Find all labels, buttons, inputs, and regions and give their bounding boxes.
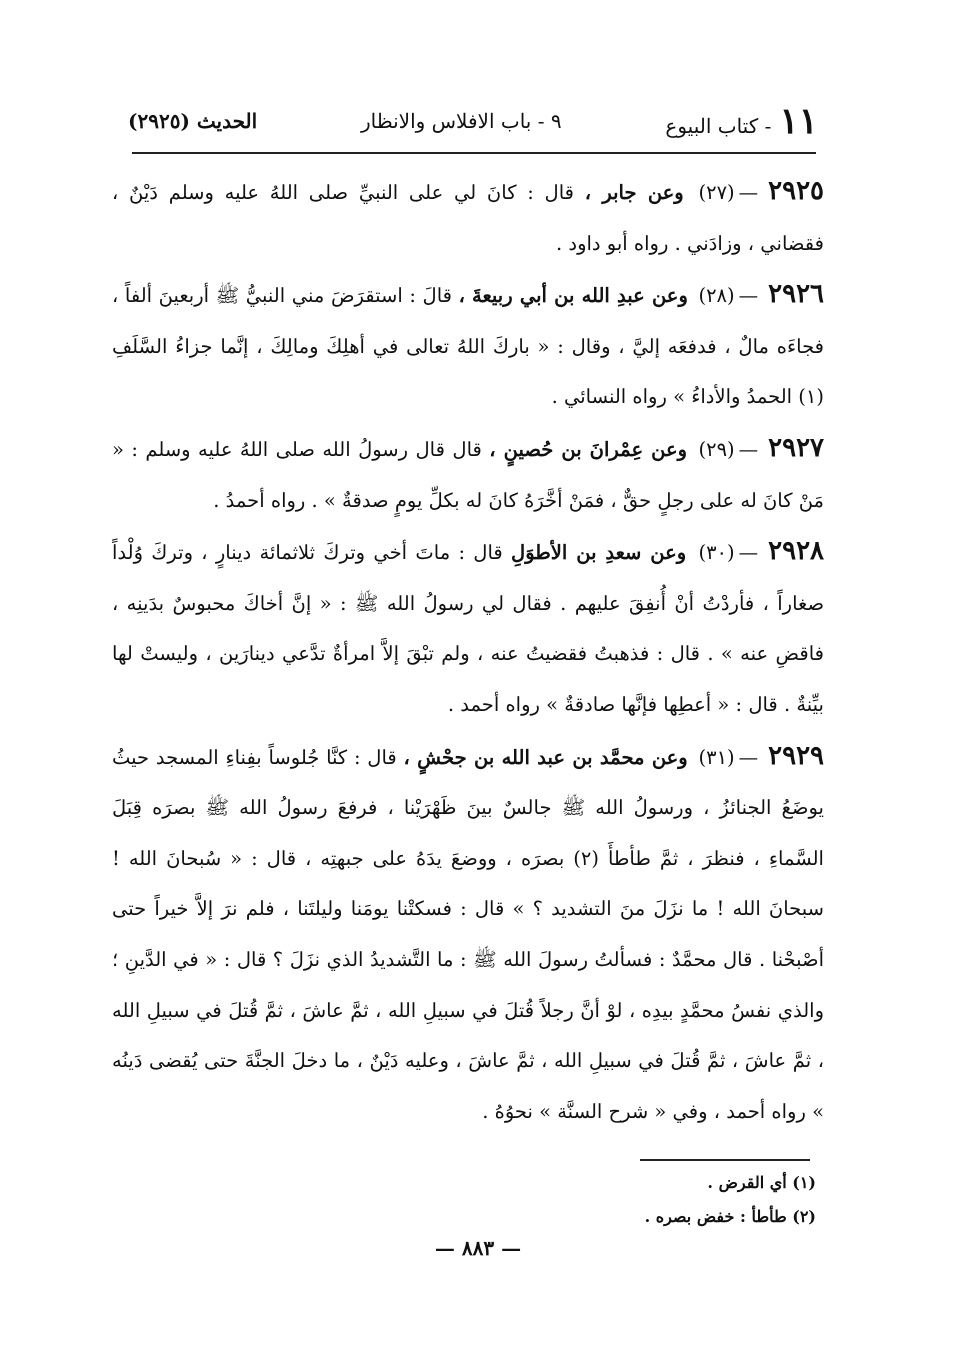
footnote-2: (٢) طأطأ : خفض بصره . (644, 1207, 816, 1226)
hadith-entry: ٢٩٢٥—(٢٧) وعن جابر ، قال : كانَ لي على النبيِّ صلى اللهُ عليه وسلم دَيْنٌ ، فقضاني ، وزادَني . رواه أبو داود . (112, 176, 825, 255)
hadith-sequence: (٢٨) (698, 284, 735, 308)
hadith-text-body (112, 166, 824, 1137)
hadith-sequence: (٣١) (698, 745, 735, 769)
hadith-entry: ٢٩٢٨—(٣٠) وعن سعدِ بن الأطوَلِ قال : ماتَ أخي وتركَ ثلاثمائة دينارٍ ، وتركَ وُلْداً صغاراً ، فأردْتُ أنْ أُنفِقَ عليهم . فقال لي رسولُ الله ﷺ : « إنَّ أخاكَ محبوسٌ بدَينِه ، فاقضِ عنه » . قال : فذهبتُ فقضيتُ عنه ، ولم تبْقَ إلاَّ امرأةٌ تدَّعي دينارَين ، وليستْ لها بيِّنةٌ . قال : « أعطِها فإنَّها صادقةٌ » رواه أحمد . (112, 536, 824, 716)
hadith-entry: ٢٩٢٧—(٢٩) وعن عِمْرانَ بن حُصينٍ ، قال قال رسولُ الله صلى اللهُ عليه وسلم : « مَنْ كانَ له على رجلٍ حقٌّ ، فمَنْ أخَّرَهُ كانَ له بكلِّ يومٍ صدقةٌ » . رواه أحمدُ . (112, 432, 825, 512)
hadith-text: قال : كنَّا جُلوساً بفِناءِ المسجد حيثُ يوضَعُ الجنائزُ ، ورسولُ الله ﷺ جالسٌ بينَ ظَهْرَيْنا ، فرفعَ رسولُ الله ﷺ بصرَه قِبَلَ السَّماءِ ، فنظرَ ، ثمَّ طأطأَ (٢) بصرَه ، ووضعَ يدَهُ على جبهتِه ، قال : « سُبحانَ الله ! سبحانَ الله ! ما نزَلَ منَ التشديد ؟ » قال : فسكتْنا يومَنا وليلتَنا ، فلم نرَ إلاَّ خيراً حتى أصْبحْنا . قال محمَّدٌ : فسألتُ رسولَ الله ﷺ : ما التَّشديدُ الذي نزَلَ ؟ قال : « في الدَّينِ ؛ والذي نفسُ محمَّدٍ بيدِه ، لوْ أنَّ رجلاً قُتلَ في سبيلِ الله ، ثمَّ عاشَ ، ثمَّ قُتلَ في سبيلِ الله ، ثمَّ عاشَ ، ثمَّ قُتلَ في سبيلِ الله ، ثمَّ عاشَ ، وعليه دَيْنٌ ، ما دخلَ الجنَّةَ حتى يُقضى دَينُه » رواه أحمد ، وفي « شرح السنَّة » نحوُهُ . (112, 745, 824, 1123)
hadith-narrator: وعن سعدِ بن الأطوَلِ (511, 541, 687, 565)
hadith-narrator: وعن جابر ، (584, 181, 684, 204)
hadith-number: ٢٩٢٨ (768, 536, 824, 567)
book-title: - كتاب البيوع (665, 114, 772, 138)
hadith-number: ٢٩٢٧ (768, 432, 825, 463)
hadith-sequence: (٣٠) (698, 541, 735, 565)
hadith-number: ٢٩٢٩ (768, 740, 825, 771)
hadith-sequence: (٢٩) (698, 437, 735, 461)
hadith-narrator: وعن عِمْرانَ بن حُصينٍ ، (489, 437, 688, 461)
hadith-entry: ٢٩٢٦—(٢٨) وعن عبدِ الله بن أبي ربيعةَ ، قالَ : استقرَضَ مني النبيُّ ﷺ أربعينَ ألفاً ، فجاءَه مالٌ ، فدفعَه إليَّ ، وقال : « باركَ اللهُ تعالى في أهلِكَ ومالِكَ ، إنَّما جزاءُ السَّلَفِ (١) الحمدُ والأداءُ » رواه النسائي . (112, 279, 824, 409)
hadith-narrator: وعن عبدِ الله بن أبي ربيعةَ ، (458, 284, 688, 308)
hadith-sequence: (٢٧) (698, 181, 735, 204)
running-header (128, 96, 818, 146)
hadith-text: قال : كانَ لي على النبيِّ صلى اللهُ عليه وسلم دَيْنٌ ، فقضاني ، وزادَني . رواه أبو داود . (112, 181, 824, 255)
header-divider (132, 152, 816, 154)
footnotes (560, 1166, 816, 1234)
footnote-1: (١) أي القرض . (707, 1173, 816, 1192)
page-number: — ٨٨٣ — (434, 1236, 522, 1260)
book-number: ١١ (779, 100, 818, 142)
hadith-range: الحديث (٢٩٢٥) (128, 109, 258, 133)
book-label (665, 100, 818, 142)
hadith-narrator: وعن محمَّد بن عبد الله بن جحْشٍ ، (403, 745, 688, 769)
hadith-text: قالَ : استقرَضَ مني النبيُّ ﷺ أربعينَ ألفاً ، فجاءَه مالٌ ، فدفعَه إليَّ ، وقال : « باركَ اللهُ تعالى في أهلِكَ ومالِكَ ، إنَّما جزاءُ السَّلَفِ (١) الحمدُ والأداءُ » رواه النسائي . (112, 284, 824, 409)
hadith-text: قال : ماتَ أخي وتركَ ثلاثمائة دينارٍ ، وتركَ وُلْداً صغاراً ، فأردْتُ أنْ أُنفِقَ عليهم . فقال لي رسولُ الله ﷺ : « إنَّ أخاكَ محبوسٌ بدَينِه ، فاقضِ عنه » . قال : فذهبتُ فقضيتُ عنه ، ولم تبْقَ إلاَّ امرأةٌ تدَّعي دينارَين ، وليستْ لها بيِّنةٌ . قال : « أعطِها فإنَّها صادقةٌ » رواه أحمد . (112, 541, 824, 716)
hadith-number: ٢٩٢٦ (768, 279, 824, 310)
hadith-entry: ٢٩٢٩—(٣١) وعن محمَّد بن عبد الله بن جحْشٍ ، قال : كنَّا جُلوساً بفِناءِ المسجد حيثُ يوضَعُ الجنائزُ ، ورسولُ الله ﷺ جالسٌ بينَ ظَهْرَيْنا ، فرفعَ رسولُ الله ﷺ بصرَه قِبَلَ السَّماءِ ، فنظرَ ، ثمَّ طأطأَ (٢) بصرَه ، ووضعَ يدَهُ على جبهتِه ، قال : « سُبحانَ الله ! سبحانَ الله ! ما نزَلَ منَ التشديد ؟ » قال : فسكتْنا يومَنا وليلتَنا ، فلم نرَ إلاَّ خيراً حتى أصْبحْنا . قال محمَّدٌ : فسألتُ رسولَ الله ﷺ : ما التَّشديدُ الذي نزَلَ ؟ قال : « في الدَّينِ ؛ والذي نفسُ محمَّدٍ بيدِه ، لوْ أنَّ رجلاً قُتلَ في سبيلِ الله ، ثمَّ عاشَ ، ثمَّ قُتلَ في سبيلِ الله ، ثمَّ عاشَ ، ثمَّ قُتلَ في سبيلِ الله ، ثمَّ عاشَ ، وعليه دَيْنٌ ، ما دخلَ الجنَّةَ حتى يُقضى دَينُه » رواه أحمد ، وفي « شرح السنَّة » نحوُهُ . (112, 740, 825, 1123)
hadith-number: ٢٩٢٥ (768, 176, 825, 206)
footnote-divider (640, 1159, 810, 1161)
chapter-title: ٩ - باب الافلاس والانظار (360, 109, 562, 133)
hadith-text: قال قال رسولُ الله صلى اللهُ عليه وسلم : « مَنْ كانَ له على رجلٍ حقٌّ ، فمَنْ أخَّرَهُ كانَ له بكلِّ يومٍ صدقةٌ » . رواه أحمدُ . (112, 437, 824, 512)
